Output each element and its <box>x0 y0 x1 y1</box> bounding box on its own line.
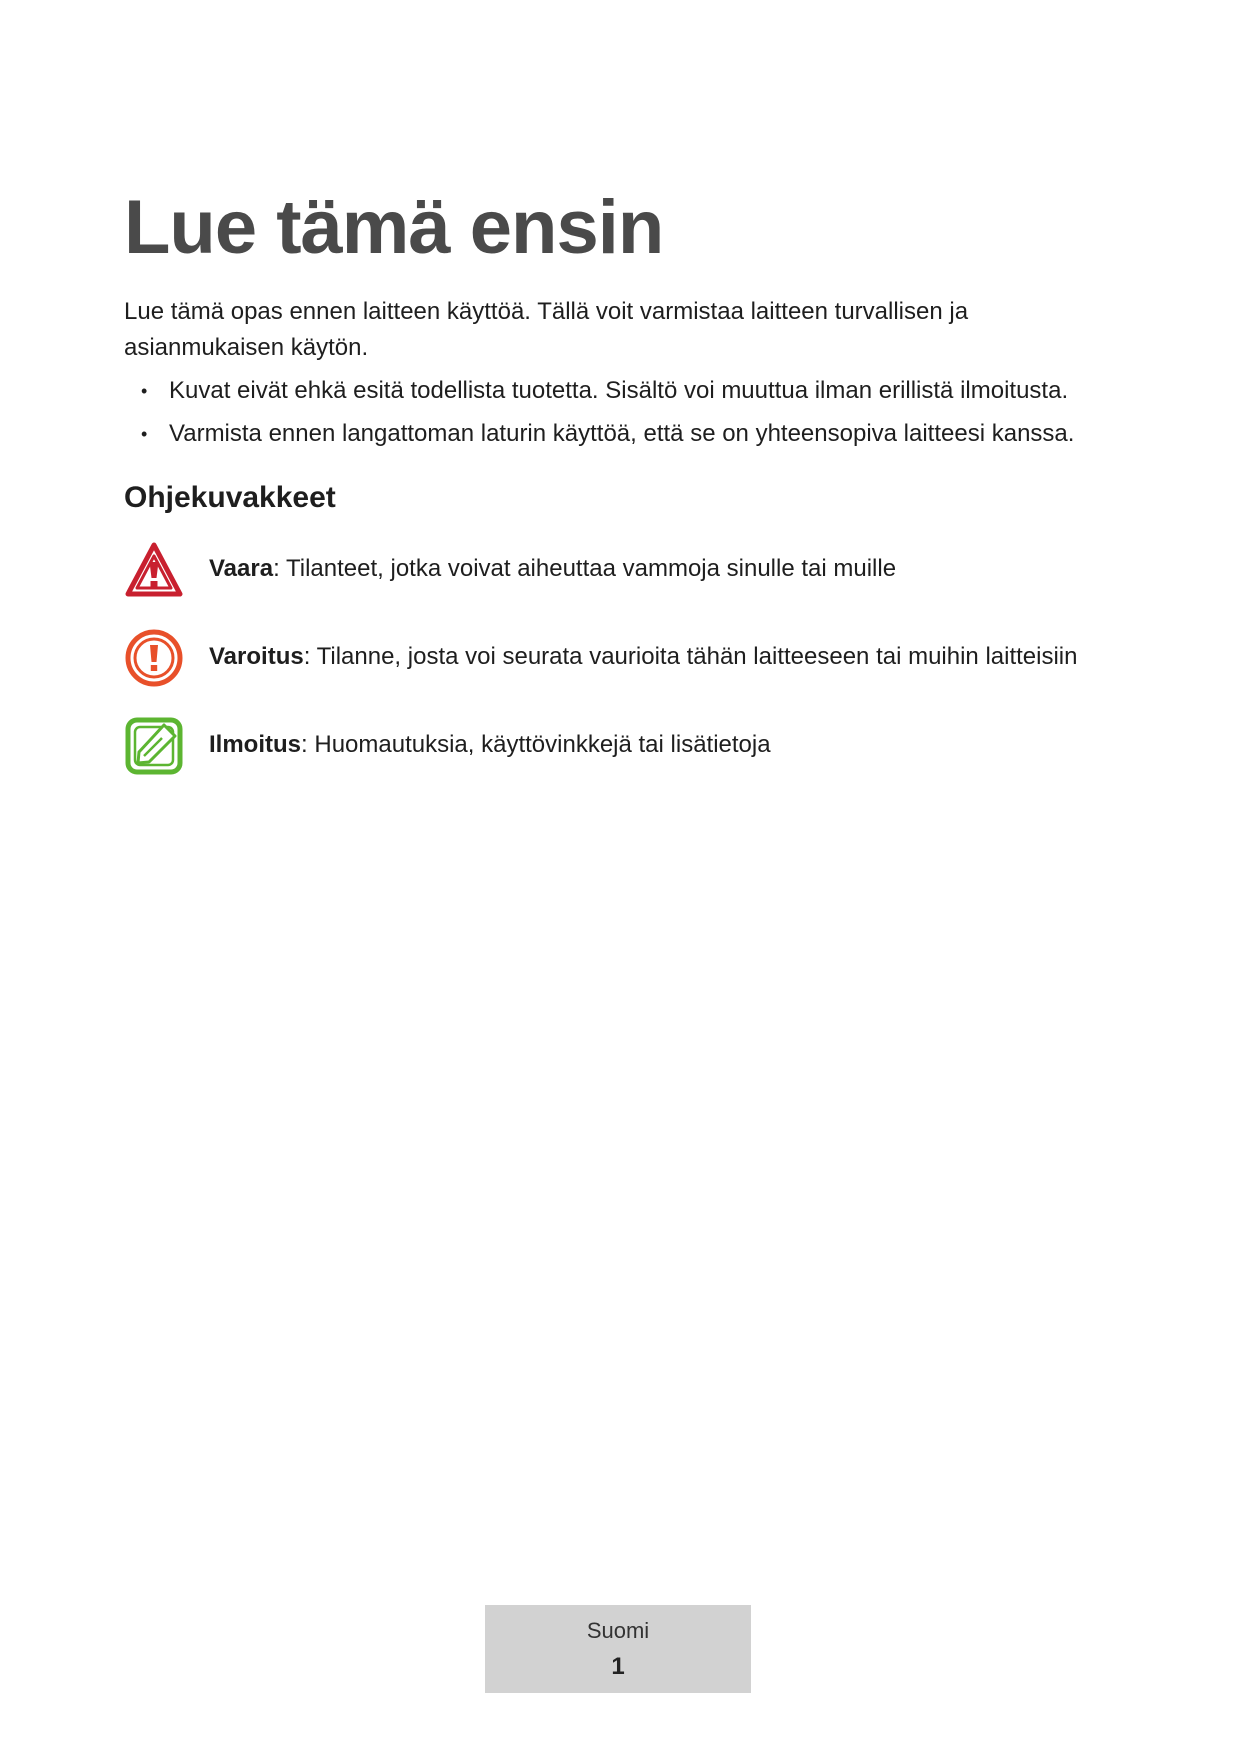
list-item <box>124 373 1124 409</box>
danger-separator: : <box>273 555 280 582</box>
note-description <box>209 727 771 763</box>
warning-label: Varoitus <box>209 643 304 670</box>
danger-triangle-icon <box>124 540 184 600</box>
bullet-icon: • <box>141 424 148 444</box>
notice-list <box>124 373 1124 459</box>
icon-row-note <box>124 716 1124 776</box>
icon-row-danger <box>124 540 1124 600</box>
list-item-text: Kuvat eivät ehkä esitä todellista tuotetta. Sisältö voi muuttua ilman erillistä ilmoitusta. <box>169 377 1069 404</box>
warning-text: Tilanne, josta voi seurata vaurioita tähän laitteeseen tai muihin laitteisiin <box>310 643 1078 670</box>
note-text: Huomautuksia, käyttövinkkejä tai lisätietoja <box>307 731 771 758</box>
page-title: Lue tämä ensin <box>124 185 664 270</box>
warning-circle-icon <box>124 628 184 688</box>
bullet-icon: • <box>141 381 148 401</box>
intro-paragraph: Lue tämä opas ennen laitteen käyttöä. Tällä voit varmistaa laitteen turvallisen ja asianmukaisen käytön. <box>124 298 969 361</box>
note-label: Ilmoitus <box>209 731 302 758</box>
list-item <box>124 416 1124 452</box>
section-heading: Ohjekuvakkeet <box>124 481 336 514</box>
note-separator: : <box>301 731 308 758</box>
note-pen-icon <box>124 716 184 776</box>
icon-row-warning <box>124 628 1124 688</box>
page-number: 1 <box>611 1653 625 1680</box>
danger-description <box>209 551 896 587</box>
danger-text: Tilanteet, jotka voivat aiheuttaa vammoja sinulle tai muille <box>279 555 897 582</box>
page-footer <box>485 1605 751 1693</box>
warning-separator: : <box>303 643 311 670</box>
list-item-text: Varmista ennen langattoman laturin käyttöä, että se on yhteensopiva laitteesi kanssa. <box>169 420 1075 447</box>
warning-description <box>209 639 1077 675</box>
footer-language: Suomi <box>586 1618 650 1643</box>
danger-label: Vaara <box>209 555 274 582</box>
